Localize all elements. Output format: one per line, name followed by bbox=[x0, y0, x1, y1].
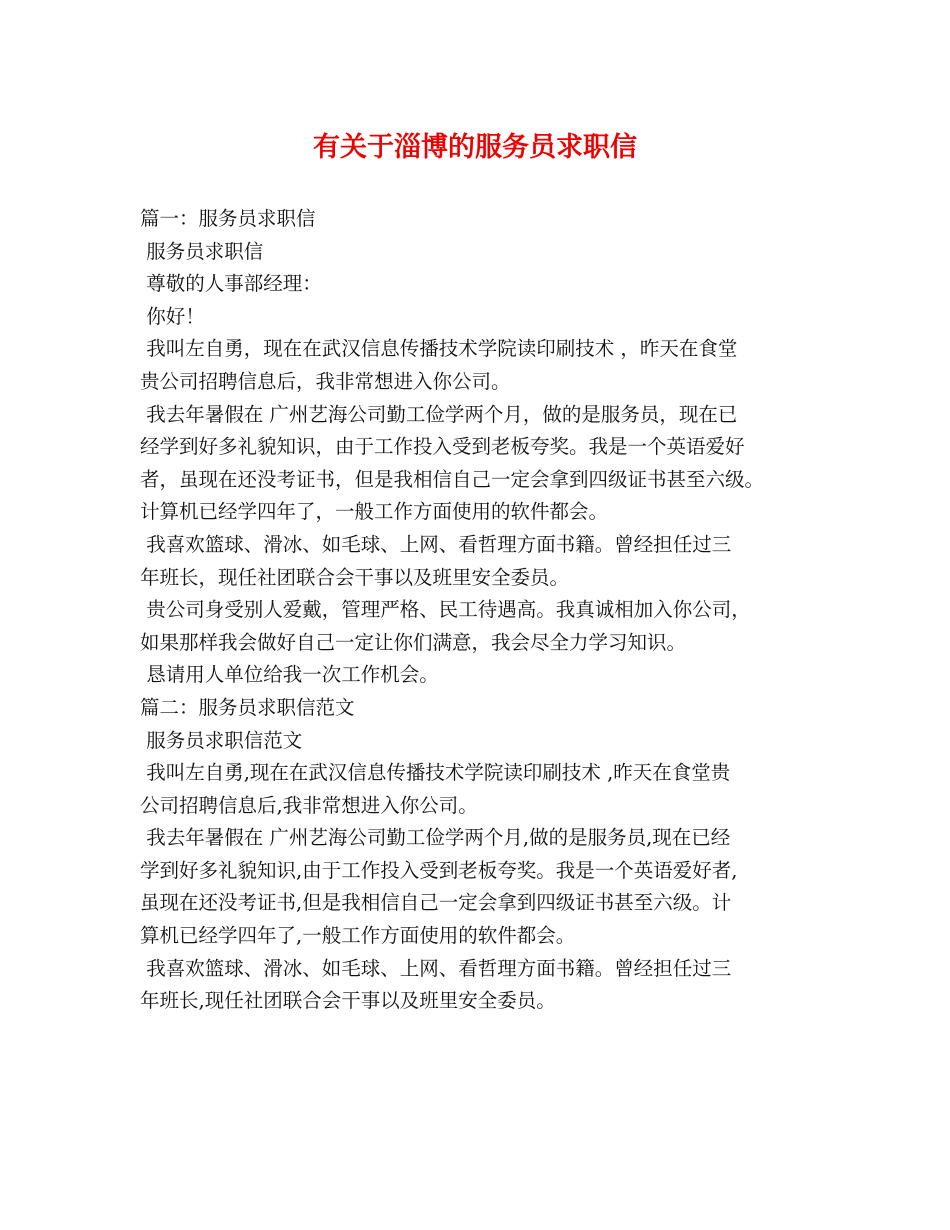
paragraph-line: 公司招聘信息后,我非常想进入你公司。 bbox=[140, 793, 478, 817]
document-body bbox=[140, 203, 830, 1018]
paragraph-line: 年班长,现任社团联合会干事以及班里安全委员。 bbox=[140, 989, 556, 1013]
paragraph-line: 算机已经学四年了,一般工作方面使用的软件都会。 bbox=[140, 924, 576, 948]
paragraph-line: 贵公司身受别人爱戴，管理严格、民工待遇高。我真诚相加入你公司， bbox=[140, 598, 751, 622]
letter-subtitle: 服务员求职信 bbox=[140, 239, 264, 263]
paragraph-line: 我去年暑假在 广州艺海公司勤工俭学两个月,做的是服务员,现在已经 bbox=[140, 826, 731, 850]
heading-part-one: 篇一：服务员求职信 bbox=[140, 207, 316, 230]
paragraph-line: 贵公司招聘信息后，我非常想进入你公司。 bbox=[140, 369, 511, 393]
heading-part-two: 篇二：服务员求职信范文 bbox=[140, 695, 355, 719]
paragraph-line: 我喜欢篮球、滑冰、如毛球、上网、看哲理方面书籍。曾经担任过三 bbox=[140, 956, 732, 980]
salutation: 尊敬的人事部经理： bbox=[140, 272, 322, 296]
paragraph-line: 经学到好多礼貌知识，由于工作投入受到老板夸奖。我是一个英语爱好 bbox=[140, 435, 745, 459]
letter-subtitle: 服务员求职信范文 bbox=[140, 728, 303, 752]
document-title: 有关于淄博的服务员求职信 bbox=[313, 132, 637, 163]
paragraph-line: 我叫左自勇,现在在武汉信息传播技术学院读印刷技术 ,昨天在食堂贵 bbox=[140, 761, 731, 785]
greeting: 你好！ bbox=[140, 304, 205, 328]
paragraph-line: 我喜欢篮球、滑冰、如毛球、上网、看哲理方面书籍。曾经担任过三 bbox=[140, 532, 732, 556]
paragraph-line: 学到好多礼貌知识,由于工作投入受到老板夸奖。我是一个英语爱好者, bbox=[140, 858, 738, 882]
paragraph-line: 我叫左自勇，现在在武汉信息传播技术学院读印刷技术 ，昨天在食堂 bbox=[140, 337, 738, 361]
paragraph-line: 虽现在还没考证书,但是我相信自己一定会拿到四级证书甚至六级。计 bbox=[140, 891, 732, 915]
closing-request: 恳请用人单位给我一次工作机会。 bbox=[140, 663, 439, 687]
paragraph-line: 年班长，现任社团联合会干事以及班里安全委员。 bbox=[140, 565, 570, 589]
paragraph-line: 者，虽现在还没考证书，但是我相信自己一定会拿到四级证书甚至六级。 bbox=[140, 467, 765, 491]
paragraph-line: 如果那样我会做好自己一定让你们满意，我会尽全力学习知识。 bbox=[140, 630, 687, 654]
paragraph-line: 计算机已经学四年了，一般工作方面使用的软件都会。 bbox=[140, 500, 609, 524]
paragraph-line: 我去年暑假在 广州艺海公司勤工俭学两个月，做的是服务员，现在已 bbox=[140, 402, 738, 426]
